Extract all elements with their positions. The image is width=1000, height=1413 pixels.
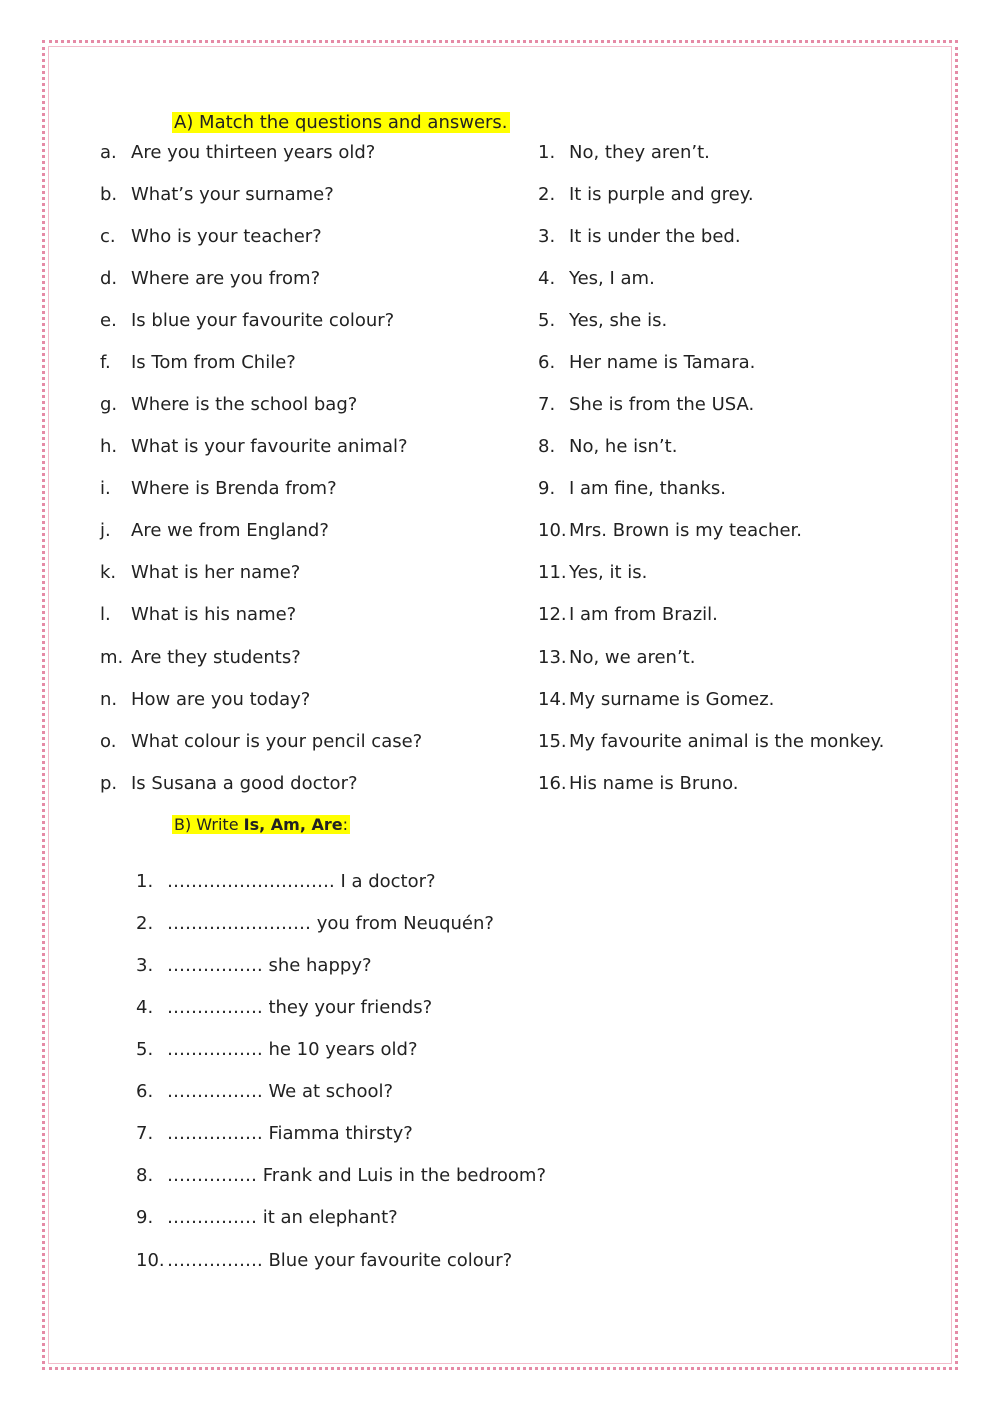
fill-text: ……………. We at school? <box>167 1081 394 1102</box>
question-text: Who is your teacher? <box>131 226 322 247</box>
fill-text: …………… it an elephant? <box>167 1207 398 1228</box>
answer-item <box>538 142 710 164</box>
section-b-heading-bold: Is, Am, Are <box>243 815 343 834</box>
question-item <box>100 142 375 164</box>
answer-item <box>538 226 741 248</box>
question-item <box>100 731 422 753</box>
fill-item <box>136 1039 418 1061</box>
question-marker: j. <box>100 520 111 541</box>
question-text: How are you today? <box>131 689 311 710</box>
answer-text: My favourite animal is the monkey. <box>569 731 885 752</box>
answer-marker: 15. <box>538 731 567 752</box>
answer-text: I am from Brazil. <box>569 604 718 625</box>
question-marker: d. <box>100 268 118 289</box>
answer-text: Yes, I am. <box>569 268 655 289</box>
fill-marker: 7. <box>136 1123 154 1144</box>
fill-text: ………………………. I a doctor? <box>167 871 436 892</box>
question-item <box>100 226 322 248</box>
answer-item <box>538 478 726 500</box>
answer-marker: 10. <box>538 520 567 541</box>
answer-marker: 11. <box>538 562 567 583</box>
fill-item <box>136 1165 546 1187</box>
answer-text: No, he isn’t. <box>569 436 678 457</box>
fill-item <box>136 1207 398 1229</box>
question-marker: a. <box>100 142 117 163</box>
answer-marker: 9. <box>538 478 556 499</box>
question-text: Where is Brenda from? <box>131 478 337 499</box>
question-marker: c. <box>100 226 116 247</box>
answer-marker: 3. <box>538 226 556 247</box>
question-marker: g. <box>100 394 118 415</box>
question-marker: k. <box>100 562 117 583</box>
fill-item <box>136 1081 393 1103</box>
answer-marker: 13. <box>538 647 567 668</box>
fill-item <box>136 913 494 935</box>
question-text: Is Susana a good doctor? <box>131 773 358 794</box>
answer-item <box>538 352 755 374</box>
question-item <box>100 478 337 500</box>
fill-marker: 9. <box>136 1207 154 1228</box>
answer-item <box>538 436 677 458</box>
answer-text: No, they aren’t. <box>569 142 710 163</box>
fill-marker: 4. <box>136 997 154 1018</box>
question-marker: m. <box>100 647 124 668</box>
answer-marker: 2. <box>538 184 556 205</box>
question-text: Where are you from? <box>131 268 321 289</box>
fill-item <box>136 997 432 1019</box>
question-item <box>100 268 320 290</box>
answer-item <box>538 268 655 290</box>
question-text: Are they students? <box>131 647 301 668</box>
fill-text: ……………. Fiamma thirsty? <box>167 1123 413 1144</box>
question-item <box>100 604 296 626</box>
question-item <box>100 689 310 711</box>
answer-text: My surname is Gomez. <box>569 689 775 710</box>
answer-item <box>538 773 739 795</box>
fill-item <box>136 955 372 977</box>
question-item <box>100 394 357 416</box>
fill-item <box>136 1250 512 1272</box>
question-item <box>100 562 300 584</box>
fill-marker: 1. <box>136 871 154 892</box>
question-item <box>100 773 358 795</box>
answer-item <box>538 520 802 542</box>
fill-marker: 5. <box>136 1039 154 1060</box>
fill-item <box>136 1123 413 1145</box>
question-text: What is your favourite animal? <box>131 436 408 457</box>
fill-marker: 8. <box>136 1165 154 1186</box>
fill-text: …………………… you from Neuquén? <box>167 913 494 934</box>
question-marker: i. <box>100 478 111 499</box>
question-marker: l. <box>100 604 111 625</box>
answer-item <box>538 310 667 332</box>
question-item <box>100 647 301 669</box>
section-a-heading-text: A) Match the questions and answers. <box>174 112 508 133</box>
question-item <box>100 520 329 542</box>
question-marker: f. <box>100 352 111 373</box>
answer-marker: 8. <box>538 436 556 457</box>
fill-marker: 2. <box>136 913 154 934</box>
answer-marker: 14. <box>538 689 567 710</box>
answer-text: It is under the bed. <box>569 226 741 247</box>
answer-marker: 12. <box>538 604 567 625</box>
fill-marker: 3. <box>136 955 154 976</box>
answer-text: It is purple and grey. <box>569 184 754 205</box>
section-b-heading-prefix: B) Write <box>174 815 244 834</box>
fill-text: …………… Frank and Luis in the bedroom? <box>167 1165 546 1186</box>
question-item <box>100 310 394 332</box>
question-item <box>100 352 296 374</box>
answer-marker: 6. <box>538 352 556 373</box>
section-b-heading-text <box>172 815 350 834</box>
answer-text: Her name is Tamara. <box>569 352 756 373</box>
answer-text: Yes, she is. <box>569 310 668 331</box>
question-text: What is his name? <box>131 604 297 625</box>
answer-marker: 5. <box>538 310 556 331</box>
answer-text: I am fine, thanks. <box>569 478 727 499</box>
answer-marker: 7. <box>538 394 556 415</box>
answer-item <box>538 647 695 669</box>
question-marker: n. <box>100 689 118 710</box>
answer-text: She is from the USA. <box>569 394 755 415</box>
answer-item <box>538 562 647 584</box>
question-marker: p. <box>100 773 118 794</box>
fill-item <box>136 871 436 893</box>
section-b-heading-suffix: : <box>342 815 348 834</box>
section-b-heading <box>172 814 350 836</box>
question-marker: o. <box>100 731 117 752</box>
answer-text: Yes, it is. <box>569 562 648 583</box>
question-item <box>100 184 334 206</box>
fill-text: ……………. she happy? <box>167 955 372 976</box>
fill-marker: 10. <box>136 1250 165 1271</box>
answer-marker: 16. <box>538 773 567 794</box>
question-text: Is blue your favourite colour? <box>131 310 395 331</box>
answer-text: No, we aren’t. <box>569 647 696 668</box>
answer-text: Mrs. Brown is my teacher. <box>569 520 802 541</box>
answer-item <box>538 689 774 711</box>
question-text: Are we from England? <box>131 520 329 541</box>
fill-text: ……………. they your friends? <box>167 997 433 1018</box>
fill-marker: 6. <box>136 1081 154 1102</box>
question-marker: b. <box>100 184 118 205</box>
answer-marker: 4. <box>538 268 556 289</box>
answer-item <box>538 394 754 416</box>
fill-text: ……………. Blue your favourite colour? <box>167 1250 513 1271</box>
fill-text: ……………. he 10 years old? <box>167 1039 418 1060</box>
question-text: What’s your surname? <box>131 184 334 205</box>
answer-item <box>538 731 884 753</box>
answer-item <box>538 604 718 626</box>
answer-text: His name is Bruno. <box>569 773 739 794</box>
section-a-heading <box>172 112 510 134</box>
answer-item <box>538 184 754 206</box>
question-text: Are you thirteen years old? <box>131 142 376 163</box>
answer-marker: 1. <box>538 142 556 163</box>
question-item <box>100 436 408 458</box>
question-text: What colour is your pencil case? <box>131 731 423 752</box>
question-text: Where is the school bag? <box>131 394 358 415</box>
question-text: What is her name? <box>131 562 301 583</box>
question-marker: e. <box>100 310 117 331</box>
question-marker: h. <box>100 436 118 457</box>
question-text: Is Tom from Chile? <box>131 352 296 373</box>
